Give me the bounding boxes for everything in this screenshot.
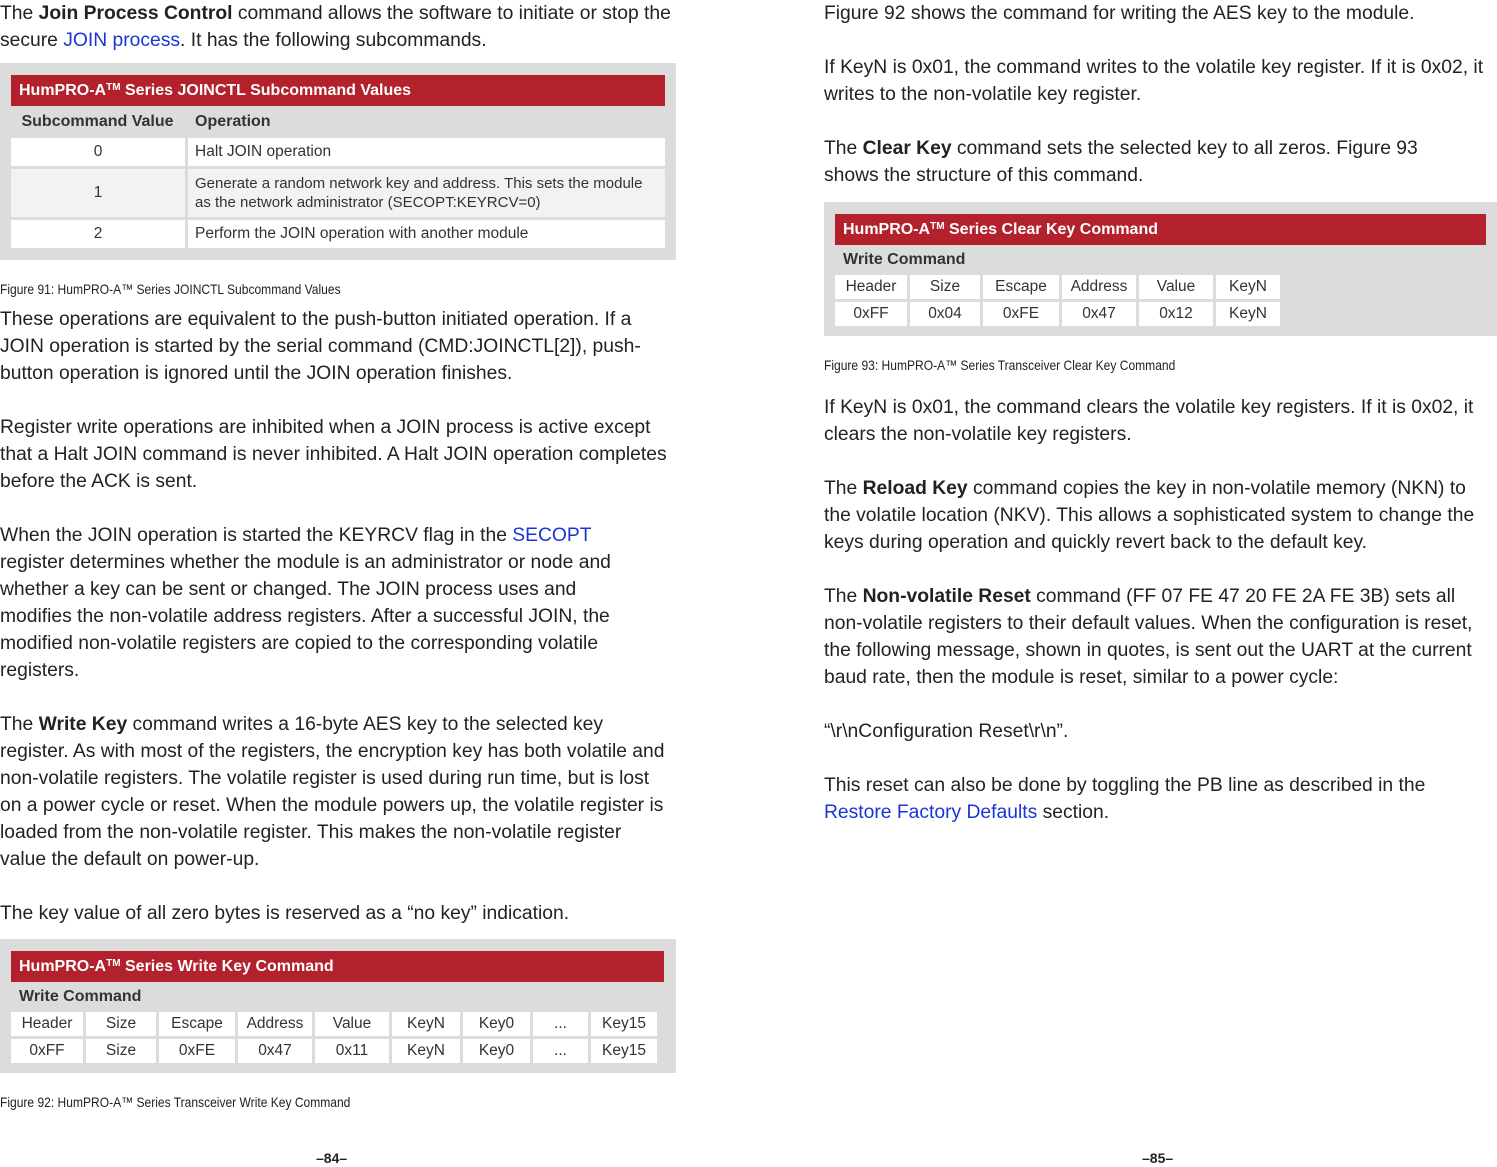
secopt-link[interactable]: SECOPT: [512, 525, 592, 546]
clear-key-grid: [832, 272, 1283, 329]
intro-paragraph: The Join Process Control command allows the software to initiate or stop the secure JOIN process. It has the following subcommands.: [0, 3, 671, 51]
figure-91-caption: Figure 91: HumPRO-A™ Series JOINCTL Subcommand Values: [0, 281, 341, 297]
paragraph-keyrcv: When the JOIN operation is started the KEYRCV flag in the SECOPT register determines whether the module is an administrator or node and whether a key can be sent or changed. The JOIN process uses and modifies the non-volatile address registers. After a successful JOIN, the modified non-volatile registers are copied to the corresponding volatile registers.: [0, 525, 611, 681]
table-row: Header Size Escape Address Value KeyN: [835, 275, 1280, 299]
write-key-grid: [8, 1009, 660, 1066]
paragraph-register-write: Register write operations are inhibited when a JOIN process is active except that a Halt JOIN command is never inhibited. A Halt JOIN operation completes before the ACK is sent.: [0, 417, 667, 492]
joinctl-table: [0, 63, 676, 260]
joinctl-table-title: HumPRO-A™ Series JOINCTL Subcommand Values: [11, 75, 665, 106]
paragraph-restore-defaults: This reset can also be done by toggling the PB line as described in the Restore Factory Defaults section.: [824, 775, 1426, 823]
table-row: 2 Perform the JOIN operation with another module: [11, 220, 665, 248]
write-command-label: Write Command: [19, 988, 142, 1005]
paragraph-no-key: The key value of all zero bytes is reserved as a “no key” indication.: [0, 903, 570, 924]
table-row: 0 Halt JOIN operation: [11, 138, 665, 166]
write-command-label: Write Command: [843, 251, 966, 268]
page-number-84: –84–: [316, 1150, 348, 1166]
left-page: [0, 0, 676, 1110]
paragraph-reload-key: The Reload Key command copies the key in non-volatile memory (NKN) to the volatile location (NKV). This allows a sophisticated system to change the keys during operation and quickly revert back to the default key.: [824, 478, 1475, 553]
write-key-table-title: HumPRO-A™ Series Write Key Command: [11, 951, 664, 982]
paragraph-figure-92-ref: Figure 92 shows the command for writing the AES key to the module.: [824, 3, 1415, 24]
restore-factory-defaults-link[interactable]: Restore Factory Defaults: [824, 802, 1038, 823]
join-process-control-term: Join Process Control: [38, 3, 233, 24]
figure-92-caption: Figure 92: HumPRO-A™ Series Transceiver Write Key Command: [0, 1094, 351, 1110]
paragraph-keyn-clear: If KeyN is 0x01, the command clears the volatile key registers. If it is 0x02, it clears the non-volatile key registers.: [824, 397, 1474, 445]
paragraph-push-button: These operations are equivalent to the push-button initiated operation. If a JOIN operation is started by the serial command (CMD:JOINCTL[2]), push-button operation is ignored until the JOIN operation finishes.: [0, 309, 641, 384]
paragraph-write-key: The Write Key command writes a 16-byte AES key to the selected key register. As with most of the registers, the encryption key has both volatile and non-volatile registers. The volatile register is used during run time, but is lost on a power cycle or reset. When the module powers up, the volatile register is loaded from the non-volatile register. This makes the non-volatile register value the default on power-up.: [0, 714, 665, 870]
figure-93-caption: Figure 93: HumPRO-A™ Series Transceiver Clear Key Command: [824, 357, 1176, 373]
joinctl-grid: [11, 106, 665, 251]
table-row: 1 Generate a random network key and address. This sets the module as the network administrator (SECOPT:KEYRCV=0): [11, 169, 665, 217]
clear-key-table: [824, 202, 1497, 336]
paragraph-non-volatile-reset: The Non-volatile Reset command (FF 07 FE 47 20 FE 2A FE 3B) sets all non-volatile registers to their default values. When the configuration is reset, the following message, shown in quotes, is sent out the UART at the current baud rate, then the module is reset, similar to a power cycle:: [824, 586, 1473, 688]
paragraph-reset-message: “\r\nConfiguration Reset\r\n”.: [824, 721, 1069, 742]
paragraph-keyn-write: If KeyN is 0x01, the command writes to the volatile key register. If it is 0x02, it writes to the non-volatile key register.: [824, 57, 1484, 105]
write-key-table: [0, 939, 676, 1073]
table-row: 0xFF Size 0xFE 0x47 0x11 KeyN Key0 ... Key15: [11, 1039, 657, 1063]
table-row: Header Size Escape Address Value KeyN Key0 ... Key15: [11, 1012, 657, 1036]
col-header-operation: Operation: [195, 113, 271, 130]
join-process-link[interactable]: JOIN process: [63, 30, 181, 51]
table-row: 0xFF 0x04 0xFE 0x47 0x12 KeyN: [835, 302, 1280, 326]
col-header-subcommand: Subcommand Value: [21, 113, 174, 130]
paragraph-clear-key: The Clear Key command sets the selected key to all zeros. Figure 93 shows the structure of this command.: [824, 138, 1418, 186]
clear-key-table-title: HumPRO-A™ Series Clear Key Command: [835, 214, 1486, 245]
page-number-85: –85–: [1142, 1150, 1174, 1166]
right-page: [824, 0, 1497, 826]
